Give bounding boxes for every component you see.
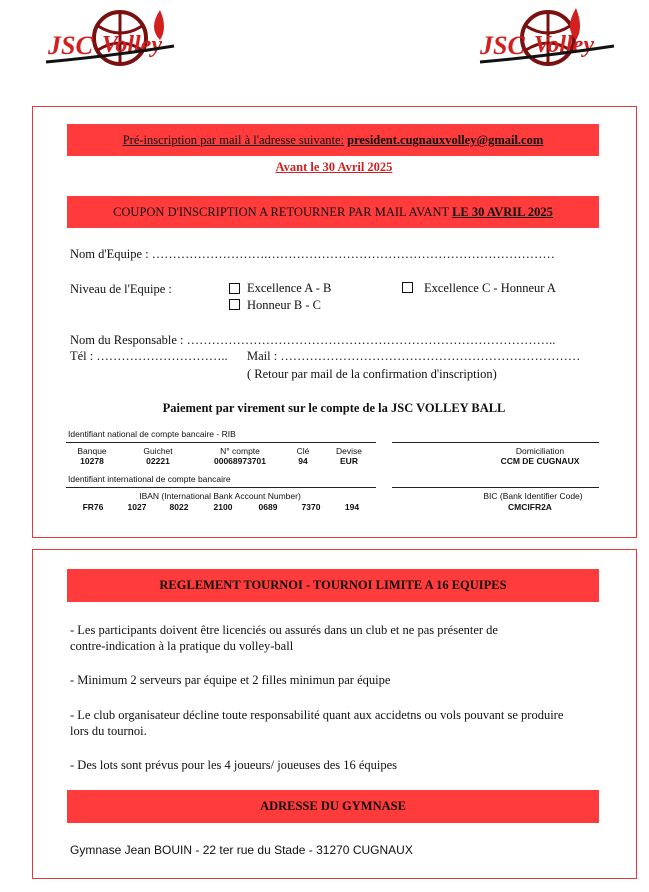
coupon-date: LE 30 AVRIL 2025 — [452, 205, 553, 219]
iban-part-2: 1027 — [127, 502, 147, 512]
rib-header-compte: N° compte — [220, 446, 260, 456]
domiciliation-label: Domiciliation — [515, 446, 565, 456]
manager-field[interactable]: Nom du Responsable : …………………………………………………………………………….. — [70, 333, 556, 347]
jsc-volley-logo-left — [42, 6, 182, 76]
svg-text:Volley: Volley — [534, 32, 594, 58]
svg-text:JSC: JSC — [48, 31, 93, 60]
bic-value: CMCIFR2A — [508, 502, 552, 512]
jsc-volley-logo-right — [478, 6, 618, 76]
rib-rule-left-top — [66, 442, 376, 443]
email-banner — [67, 124, 599, 156]
rib-value-cle: 94 — [298, 456, 308, 466]
iban-part-1: FR76 — [82, 502, 104, 512]
checkbox-excellence-a-b[interactable] — [229, 283, 240, 294]
level-excellence-a-b: Excellence A - B — [247, 281, 332, 295]
rules-banner: REGLEMENT TOURNOI - TOURNOI LIMITE A 16 EQUIPES — [67, 569, 599, 602]
payment-title: Paiement par virement sur le compte de la JSC VOLLEY BALL — [162, 401, 506, 415]
rib-rule-right-bottom — [392, 487, 599, 488]
iban-part-3: 8022 — [169, 502, 189, 512]
mail-field[interactable]: Mail : ……………………………………………………………… — [247, 349, 581, 363]
iban-part-4: 2100 — [213, 502, 233, 512]
rule-1-line-1: - Les participants doivent être licenciés ou assurés dans un club et ne pas présenter de — [70, 623, 498, 637]
contact-email-link[interactable]: president.cugnauxvolley@gmail.com — [347, 133, 544, 147]
team-name-field[interactable]: Nom d'Equipe : ……………………….…………………………………………………………… — [70, 247, 555, 261]
rib-header-banque: Banque — [77, 446, 107, 456]
rib-rule-left-bottom — [66, 487, 376, 488]
checkbox-honneur-b-c[interactable] — [229, 299, 240, 310]
iban-part-6: 7370 — [301, 502, 321, 512]
rib-value-compte: 00068973701 — [213, 456, 266, 466]
level-label: Niveau de l'Equipe : — [70, 282, 172, 296]
rib-value-devise: EUR — [340, 456, 358, 466]
svg-text:JSC: JSC — [480, 31, 525, 60]
address-banner: ADRESSE DU GYMNASE — [67, 790, 599, 823]
phone-field[interactable]: Tél : ………………………….. — [70, 349, 228, 363]
rib-value-banque: 10278 — [80, 456, 104, 466]
rib-rule-right-top — [392, 442, 599, 443]
rule-4: - Des lots sont prévus pour les 4 joueurs/ joueuses des 16 équipes — [70, 758, 398, 772]
rule-2: - Minimum 2 serveurs par équipe et 2 filles minimun par équipe — [70, 673, 391, 687]
rule-1-line-2: contre-indication à la pratique du volley-ball — [70, 639, 294, 653]
iban-part-7: 194 — [344, 502, 360, 512]
iban-label: IBAN (International Bank Account Number) — [139, 491, 301, 501]
rib-national-label: Identifiant national de compte bancaire - RIB — [68, 429, 236, 439]
checkbox-excellence-c-honneur-a[interactable] — [402, 282, 413, 293]
rib-value-guichet: 02221 — [146, 456, 170, 466]
domiciliation-value: CCM DE CUGNAUX — [500, 456, 580, 466]
coupon-text: COUPON D'INSCRIPTION A RETOURNER PAR MAIL AVANT — [113, 205, 453, 219]
mail-note: ( Retour par mail de la confirmation d'inscription) — [247, 367, 497, 381]
rib-international-label: Identifiant international de compte bancaire — [68, 474, 231, 484]
email-prefix: Pré-inscription par mail à l'adresse suivante: — [122, 133, 345, 147]
svg-text:Volley: Volley — [102, 32, 162, 58]
bic-label: BIC (Bank Identifier Code) — [483, 491, 583, 501]
rib-header-devise: Devise — [336, 446, 362, 456]
rib-header-cle: Clé — [296, 446, 310, 456]
deadline-text: Avant le 30 Avril 2025 — [275, 160, 393, 174]
level-excellence-c-honneur-a: Excellence C - Honneur A — [424, 281, 556, 295]
rule-3-line-2: lors du tournoi. — [70, 724, 147, 738]
rule-3-line-1: - Le club organisateur décline toute responsabilité quant aux accidetns ou vols pouvant se produire — [70, 708, 564, 722]
level-honneur-b-c: Honneur B - C — [247, 298, 321, 312]
iban-part-5: 0689 — [258, 502, 278, 512]
rib-header-guichet: Guichet — [143, 446, 173, 456]
gym-address: Gymnase Jean BOUIN - 22 ter rue du Stade - 31270 CUGNAUX — [70, 843, 413, 857]
coupon-banner — [67, 196, 599, 228]
